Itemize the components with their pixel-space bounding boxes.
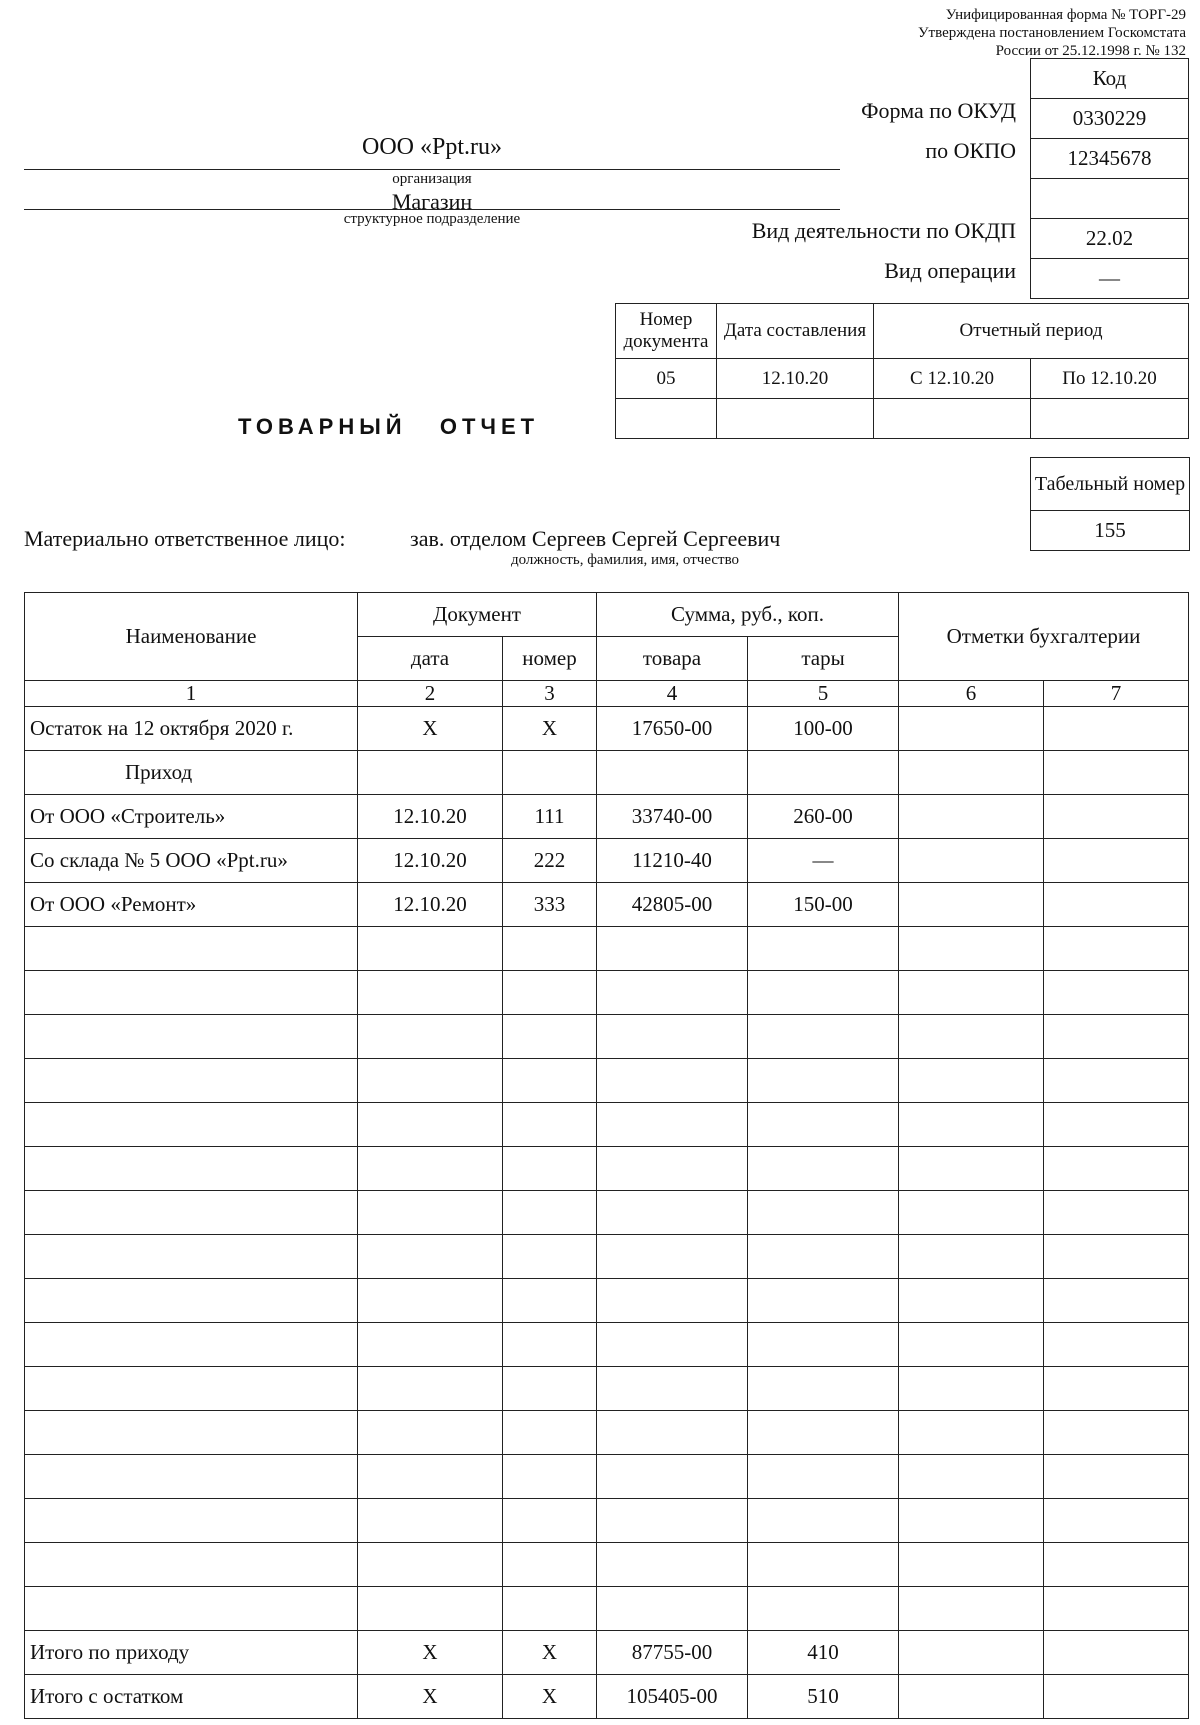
cell-name (25, 1499, 358, 1543)
cell-c7 (1044, 1191, 1189, 1235)
cell-name: От ООО «Ремонт» (25, 883, 358, 927)
cell-goods (597, 971, 748, 1015)
cell-tare (748, 751, 899, 795)
period-to-blank (1031, 399, 1189, 439)
cell-number (503, 1499, 597, 1543)
table-row (25, 795, 1189, 839)
cell-tare (748, 1015, 899, 1059)
cell-number (503, 927, 597, 971)
cell-c7 (1044, 1587, 1189, 1631)
cell-name (25, 1367, 358, 1411)
cell-name: Приход (25, 751, 358, 795)
cell-c7 (1044, 1455, 1189, 1499)
cell-number (503, 1235, 597, 1279)
header-tare: тары (748, 637, 899, 681)
column-number: 2 (358, 681, 503, 707)
cell-goods (597, 751, 748, 795)
cell-c6 (899, 1367, 1044, 1411)
responsible-label: Материально ответственное лицо: (24, 526, 346, 551)
okdp-value: 22.02 (1031, 219, 1189, 259)
department-caption: структурное подразделение (343, 211, 521, 227)
cell-c7 (1044, 927, 1189, 971)
cell-name: От ООО «Строитель» (25, 795, 358, 839)
cell-tare: — (748, 839, 899, 883)
table-row (25, 1191, 1189, 1235)
cell-name (25, 1587, 358, 1631)
cell-c7 (1044, 1411, 1189, 1455)
cell-number (503, 1367, 597, 1411)
cell-c6 (899, 1279, 1044, 1323)
header-sum: Сумма, руб., коп. (597, 593, 899, 637)
cell-goods (597, 1191, 748, 1235)
cell-tare: 260-00 (748, 795, 899, 839)
column-number: 5 (748, 681, 899, 707)
okdp-label: Вид деятельности по ОКДП (751, 218, 1016, 243)
cell-c7 (1044, 883, 1189, 927)
doc-number-header: Номер документа (616, 304, 717, 359)
cell-c6 (899, 1147, 1044, 1191)
cell-name (25, 1015, 358, 1059)
cell-c7 (1044, 1367, 1189, 1411)
cell-goods (597, 1147, 748, 1191)
table-row (25, 1059, 1189, 1103)
cell-date (358, 1059, 503, 1103)
table-row (25, 1279, 1189, 1323)
total-row (25, 1631, 1189, 1675)
table-row (25, 927, 1189, 971)
cell-c7 (1044, 1279, 1189, 1323)
code-header: Код (1031, 59, 1189, 99)
cell-tare (748, 1499, 899, 1543)
doc-date: 12.10.20 (717, 359, 874, 399)
cell-name: Итого по приходу (25, 1631, 358, 1675)
cell-goods (597, 1455, 748, 1499)
operation-value: — (1031, 259, 1189, 299)
table-row (25, 751, 1189, 795)
cell-number: Х (503, 1675, 597, 1719)
cell-date (358, 1147, 503, 1191)
cell-goods (597, 1543, 748, 1587)
cell-date: 12.10.20 (358, 883, 503, 927)
column-number: 4 (597, 681, 748, 707)
table-row (25, 971, 1189, 1015)
cell-tare (748, 1455, 899, 1499)
cell-c7 (1044, 1631, 1189, 1675)
total-row (25, 1675, 1189, 1719)
cell-goods: 11210-40 (597, 839, 748, 883)
table-row (25, 1323, 1189, 1367)
cell-c6 (899, 1631, 1044, 1675)
form-header-line-3: России от 25.12.1998 г. № 132 (995, 43, 1186, 59)
responsible-value: зав. отделом Сергеев Сергей Сергеевич (410, 526, 781, 551)
cell-c7 (1044, 1499, 1189, 1543)
cell-number (503, 1015, 597, 1059)
cell-c7 (1044, 1323, 1189, 1367)
table-row (25, 1543, 1189, 1587)
cell-number (503, 1323, 597, 1367)
period-header: Отчетный период (874, 304, 1189, 359)
cell-number: 222 (503, 839, 597, 883)
cell-tare: 100-00 (748, 707, 899, 751)
cell-goods (597, 1235, 748, 1279)
cell-c6 (899, 795, 1044, 839)
column-number: 7 (1044, 681, 1189, 707)
cell-tare (748, 1235, 899, 1279)
cell-number (503, 1191, 597, 1235)
cell-c7 (1044, 971, 1189, 1015)
okpo-value: 12345678 (1031, 139, 1189, 179)
cell-tare: 150-00 (748, 883, 899, 927)
cell-goods (597, 1015, 748, 1059)
table-row (25, 1411, 1189, 1455)
header-accounting: Отметки бухгалтерии (899, 593, 1189, 681)
cell-date: 12.10.20 (358, 839, 503, 883)
table-row (25, 707, 1189, 751)
cell-c7 (1044, 1675, 1189, 1719)
cell-name (25, 1191, 358, 1235)
period-from: С 12.10.20 (874, 359, 1031, 399)
cell-tare (748, 1103, 899, 1147)
cell-goods (597, 1279, 748, 1323)
cell-c6 (899, 1675, 1044, 1719)
cell-date (358, 1191, 503, 1235)
cell-c7 (1044, 1235, 1189, 1279)
cell-tare (748, 1059, 899, 1103)
cell-goods: 17650-00 (597, 707, 748, 751)
cell-date (358, 1015, 503, 1059)
cell-date (358, 751, 503, 795)
cell-name: Со склада № 5 ООО «Ppt.ru» (25, 839, 358, 883)
cell-c7 (1044, 795, 1189, 839)
cell-date (358, 971, 503, 1015)
cell-date (358, 927, 503, 971)
cell-c6 (899, 751, 1044, 795)
cell-c6 (899, 1323, 1044, 1367)
form-header (766, 6, 1186, 60)
operation-label: Вид операции (884, 258, 1016, 283)
document-title: ТОВАРНЫЙ ОТЧЕТ (238, 414, 540, 439)
doc-date-blank (717, 399, 874, 439)
header-document: Документ (358, 593, 597, 637)
header-date: дата (358, 637, 503, 681)
cell-date (358, 1411, 503, 1455)
cell-c7 (1044, 1059, 1189, 1103)
tabel-table (1030, 457, 1190, 551)
cell-name (25, 971, 358, 1015)
cell-date (358, 1235, 503, 1279)
cell-name: Итого с остатком (25, 1675, 358, 1719)
cell-number (503, 1587, 597, 1631)
cell-name (25, 1103, 358, 1147)
cell-number (503, 1279, 597, 1323)
table-row (25, 1147, 1189, 1191)
cell-c7 (1044, 1147, 1189, 1191)
cell-date (358, 1103, 503, 1147)
cell-tare (748, 1323, 899, 1367)
cell-c6 (899, 1235, 1044, 1279)
cell-number: Х (503, 1631, 597, 1675)
cell-number (503, 1411, 597, 1455)
column-number: 6 (899, 681, 1044, 707)
cell-c7 (1044, 1103, 1189, 1147)
main-table (24, 592, 1189, 1719)
document-info-table (615, 303, 1189, 439)
header-goods: товара (597, 637, 748, 681)
table-row (25, 1367, 1189, 1411)
organization-underline (24, 169, 840, 170)
cell-number (503, 971, 597, 1015)
cell-number: 111 (503, 795, 597, 839)
cell-goods (597, 1103, 748, 1147)
cell-tare (748, 1411, 899, 1455)
cell-date (358, 1279, 503, 1323)
cell-number (503, 751, 597, 795)
doc-number: 05 (616, 359, 717, 399)
cell-c7 (1044, 751, 1189, 795)
cell-c6 (899, 1059, 1044, 1103)
cell-c6 (899, 971, 1044, 1015)
cell-goods: 87755-00 (597, 1631, 748, 1675)
cell-name (25, 1059, 358, 1103)
period-to: По 12.10.20 (1031, 359, 1189, 399)
cell-date (358, 1367, 503, 1411)
cell-name (25, 1543, 358, 1587)
cell-name (25, 1279, 358, 1323)
cell-number (503, 1543, 597, 1587)
cell-c6 (899, 1499, 1044, 1543)
cell-tare (748, 1147, 899, 1191)
cell-c6 (899, 1587, 1044, 1631)
cell-date (358, 1499, 503, 1543)
cell-c6 (899, 1015, 1044, 1059)
table-row (25, 1587, 1189, 1631)
cell-tare (748, 1543, 899, 1587)
table-row (25, 1499, 1189, 1543)
cell-name (25, 1455, 358, 1499)
cell-goods (597, 1587, 748, 1631)
okud-label: Форма по ОКУД (861, 98, 1016, 123)
cell-c7 (1044, 707, 1189, 751)
table-row (25, 839, 1189, 883)
cell-tare (748, 1279, 899, 1323)
cell-tare (748, 1367, 899, 1411)
table-row (25, 883, 1189, 927)
cell-c6 (899, 1543, 1044, 1587)
department-underline (24, 209, 840, 210)
period-from-blank (874, 399, 1031, 439)
doc-number-blank (616, 399, 717, 439)
header-number: номер (503, 637, 597, 681)
cell-c7 (1044, 1015, 1189, 1059)
cell-goods (597, 1323, 748, 1367)
cell-goods (597, 1367, 748, 1411)
column-number: 1 (25, 681, 358, 707)
cell-goods (597, 927, 748, 971)
cell-c6 (899, 927, 1044, 971)
cell-date: Х (358, 1675, 503, 1719)
responsible-caption: должность, фамилия, имя, отчество (510, 552, 740, 568)
cell-number (503, 1103, 597, 1147)
cell-name (25, 1235, 358, 1279)
cell-date (358, 1455, 503, 1499)
codes-table (1030, 58, 1189, 299)
cell-date: Х (358, 707, 503, 751)
cell-name (25, 1147, 358, 1191)
table-row (25, 1235, 1189, 1279)
cell-tare (748, 1191, 899, 1235)
cell-c7 (1044, 839, 1189, 883)
header-name: Наименование (25, 593, 358, 681)
cell-c6 (899, 1103, 1044, 1147)
cell-number (503, 1147, 597, 1191)
blank-code-value (1031, 179, 1189, 219)
cell-date (358, 1587, 503, 1631)
cell-c7 (1044, 1543, 1189, 1587)
cell-date (358, 1543, 503, 1587)
cell-c6 (899, 839, 1044, 883)
cell-tare (748, 927, 899, 971)
cell-name (25, 1411, 358, 1455)
cell-tare: 510 (748, 1675, 899, 1719)
column-number: 3 (503, 681, 597, 707)
cell-goods (597, 1411, 748, 1455)
table-row (25, 1103, 1189, 1147)
cell-c6 (899, 883, 1044, 927)
cell-name: Остаток на 12 октября 2020 г. (25, 707, 358, 751)
cell-c6 (899, 1191, 1044, 1235)
cell-date: 12.10.20 (358, 795, 503, 839)
okud-value: 0330229 (1031, 99, 1189, 139)
cell-number (503, 1059, 597, 1103)
form-header-line-1: Унифицированная форма № ТОРГ-29 (945, 7, 1186, 23)
cell-number (503, 1455, 597, 1499)
cell-goods: 42805-00 (597, 883, 748, 927)
cell-c6 (899, 707, 1044, 751)
form-header-line-2: Утверждена постановлением Госкомстата (917, 25, 1186, 41)
table-row (25, 1015, 1189, 1059)
cell-number: Х (503, 707, 597, 751)
cell-c6 (899, 1411, 1044, 1455)
organization-caption: организация (392, 171, 472, 187)
cell-tare (748, 971, 899, 1015)
cell-name (25, 927, 358, 971)
cell-goods (597, 1499, 748, 1543)
cell-goods: 105405-00 (597, 1675, 748, 1719)
cell-date (358, 1323, 503, 1367)
cell-tare: 410 (748, 1631, 899, 1675)
table-row (25, 1455, 1189, 1499)
cell-number: 333 (503, 883, 597, 927)
tabel-header: Табельный номер (1031, 458, 1190, 511)
cell-date: Х (358, 1631, 503, 1675)
doc-date-header: Дата составления (717, 304, 874, 359)
cell-tare (748, 1587, 899, 1631)
okpo-label: по ОКПО (925, 138, 1016, 163)
organization-name: ООО «Ppt.ru» (361, 134, 502, 160)
tabel-value: 155 (1031, 511, 1190, 551)
department-name: Магазин (391, 189, 473, 214)
cell-goods: 33740-00 (597, 795, 748, 839)
cell-c6 (899, 1455, 1044, 1499)
cell-goods (597, 1059, 748, 1103)
cell-name (25, 1323, 358, 1367)
